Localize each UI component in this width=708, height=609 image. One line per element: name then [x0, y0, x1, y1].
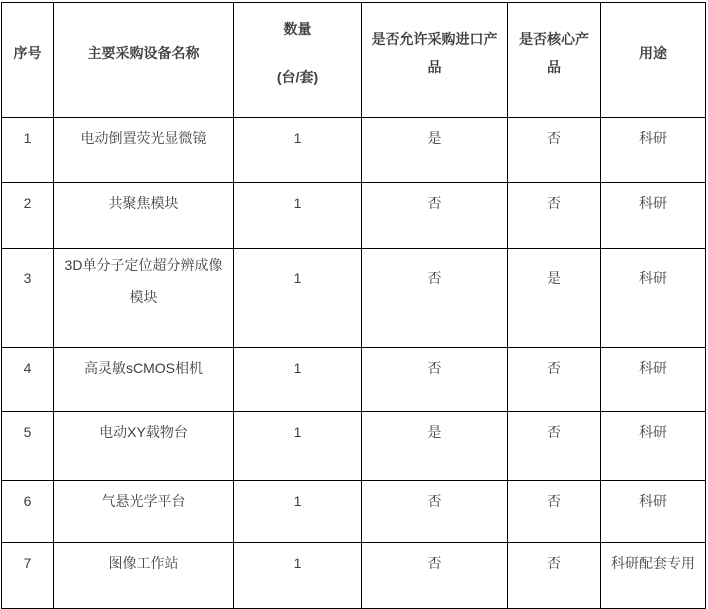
header-quantity-line1: 数量: [283, 21, 312, 37]
cell-equipment-name: 电动倒置荧光显微镜: [54, 118, 234, 183]
cell-use: 科研配套专用: [601, 543, 706, 609]
table-row: [2, 118, 706, 183]
cell-index: 6: [2, 481, 54, 543]
cell-import-allowed: 否: [362, 348, 508, 412]
table-row: [2, 543, 706, 609]
cell-index: 3: [2, 249, 54, 348]
cell-use: 科研: [601, 348, 706, 412]
header-quantity-line2: (台/套): [276, 69, 319, 85]
cell-index: 5: [2, 412, 54, 481]
cell-import-allowed: 是: [362, 412, 508, 481]
cell-quantity: 1: [234, 543, 362, 609]
cell-index: 4: [2, 348, 54, 412]
cell-use: 科研: [601, 412, 706, 481]
cell-quantity: 1: [234, 348, 362, 412]
cell-core-product: 是: [508, 249, 601, 348]
table-row: [2, 481, 706, 543]
table-row: [2, 348, 706, 412]
header-core-product: 是否核心产品: [508, 3, 601, 118]
cell-core-product: 否: [508, 348, 601, 412]
cell-quantity: 1: [234, 118, 362, 183]
cell-index: 1: [2, 118, 54, 183]
header-index: 序号: [2, 3, 54, 118]
procurement-table: [1, 2, 706, 609]
cell-quantity: 1: [234, 249, 362, 348]
cell-core-product: 否: [508, 412, 601, 481]
cell-equipment-name: 电动XY载物台: [54, 412, 234, 481]
cell-import-allowed: 否: [362, 481, 508, 543]
cell-quantity: 1: [234, 481, 362, 543]
cell-index: 2: [2, 183, 54, 249]
cell-equipment-name: 3D单分子定位超分辨成像模块: [54, 249, 234, 348]
cell-equipment-name: 气悬光学平台: [54, 481, 234, 543]
header-equipment-name: 主要采购设备名称: [54, 3, 234, 118]
cell-use: 科研: [601, 249, 706, 348]
table-header-row: [2, 3, 706, 118]
header-use: 用途: [601, 3, 706, 118]
cell-quantity: 1: [234, 183, 362, 249]
cell-core-product: 否: [508, 183, 601, 249]
cell-core-product: 否: [508, 481, 601, 543]
cell-equipment-name: 高灵敏sCMOS相机: [54, 348, 234, 412]
cell-equipment-name: 图像工作站: [54, 543, 234, 609]
cell-core-product: 否: [508, 118, 601, 183]
cell-use: 科研: [601, 481, 706, 543]
table-row: [2, 183, 706, 249]
cell-use: 科研: [601, 183, 706, 249]
cell-core-product: 否: [508, 543, 601, 609]
cell-import-allowed: 否: [362, 249, 508, 348]
header-import-allowed: 是否允许采购进口产品: [362, 3, 508, 118]
cell-import-allowed: 是: [362, 118, 508, 183]
cell-import-allowed: 否: [362, 543, 508, 609]
table-row: [2, 412, 706, 481]
cell-use: 科研: [601, 118, 706, 183]
cell-equipment-name: 共聚焦模块: [54, 183, 234, 249]
table-row: [2, 249, 706, 348]
cell-import-allowed: 否: [362, 183, 508, 249]
header-quantity: [234, 3, 362, 118]
cell-index: 7: [2, 543, 54, 609]
cell-quantity: 1: [234, 412, 362, 481]
